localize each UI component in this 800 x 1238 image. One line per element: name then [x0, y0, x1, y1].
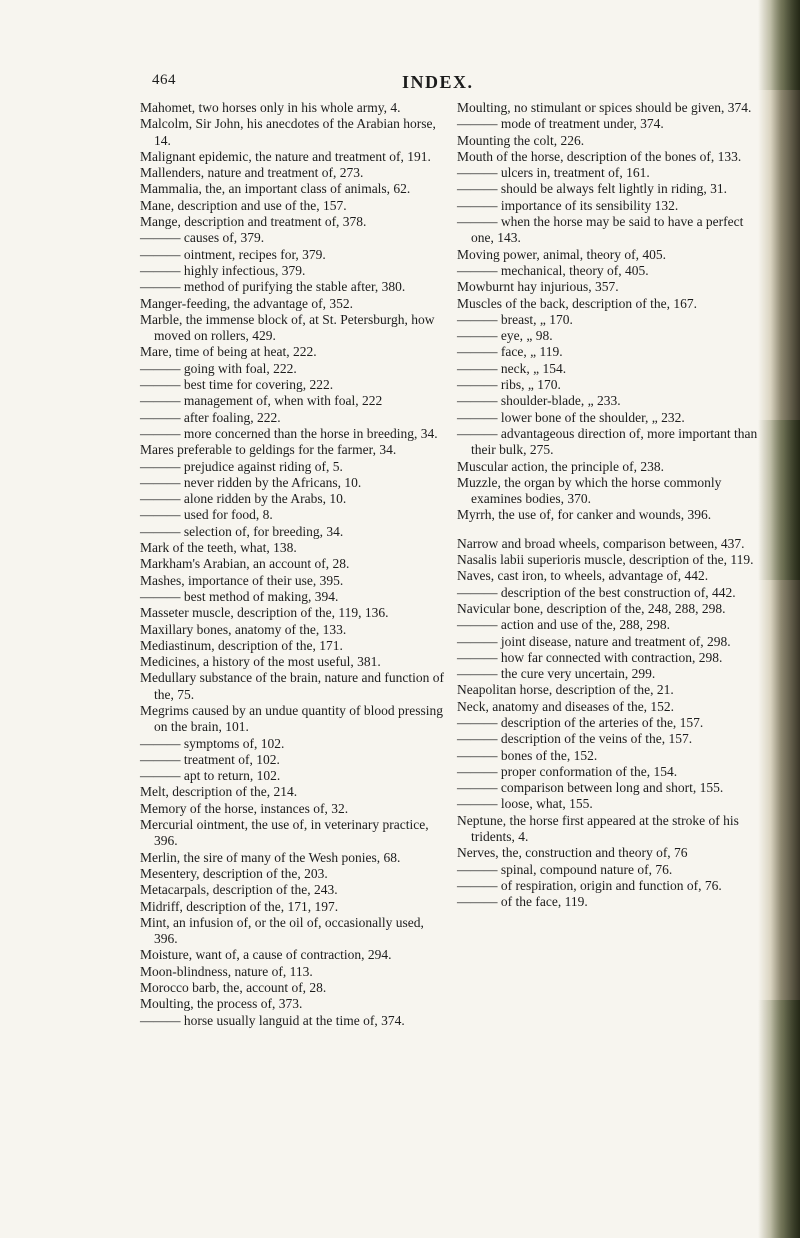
index-entry: ——— after foaling, 222.	[140, 409, 281, 425]
index-entry: Nasalis labii superioris muscle, description of the, 119.	[457, 552, 754, 568]
index-entry: Melt, description of the, 214.	[140, 784, 298, 800]
index-entry: Merlin, the sire of many of the Wesh ponies, 68.	[140, 849, 401, 865]
index-entry: ——— ointment, recipes for, 379.	[140, 246, 326, 262]
index-entry: ——— of the face, 119.	[457, 894, 588, 910]
index-entry: Mediastinum, description of the, 171.	[140, 637, 343, 653]
index-entry: Malignant epidemic, the nature and treatment of, 191.	[140, 148, 431, 164]
index-entry: ——— comparison between long and short, 155.	[457, 780, 724, 796]
index-entry: ——— treatment of, 102.	[140, 751, 280, 767]
index-entry: Mare, time of being at heat, 222.	[140, 344, 317, 360]
index-entry: ——— proper conformation of the, 154.	[457, 763, 678, 779]
page-edge-stain	[758, 0, 800, 90]
index-entry: Muzzle, the organ by which the horse commonly examines bodies, 370.	[457, 474, 722, 507]
index-entry: Mint, an infusion of, or the oil of, occasionally used, 396.	[140, 914, 424, 947]
index-entry: Mounting the colt, 226.	[457, 132, 585, 148]
index-entry: ——— spinal, compound nature of, 76.	[457, 861, 673, 877]
index-entry: ——— best time for covering, 222.	[140, 377, 334, 393]
index-entry: ——— should be always felt lightly in riding, 31.	[457, 181, 727, 197]
index-entry: Markham's Arabian, an account of, 28.	[140, 556, 350, 572]
index-entry: ——— mode of treatment under, 374.	[457, 116, 664, 132]
index-entry: Mouth of the horse, description of the bones of, 133.	[457, 148, 742, 164]
index-entry: ——— highly infectious, 379.	[140, 262, 306, 278]
index-entry: ——— management of, when with foal, 222	[140, 393, 383, 409]
index-entry: ——— ribs, „ 170.	[457, 377, 561, 393]
index-entry: Mammalia, the, an important class of animals, 62.	[140, 181, 411, 197]
index-entry: Mark of the teeth, what, 138.	[140, 540, 297, 556]
index-entry: ——— method of purifying the stable after, 380.	[140, 279, 406, 295]
index-entry: ——— horse usually languid at the time of, 374.	[140, 1012, 405, 1028]
index-entry: ——— eye, „ 98.	[457, 328, 553, 344]
index-entry: ——— alone ridden by the Arabs, 10.	[140, 491, 347, 507]
index-entry: Mowburnt hay injurious, 357.	[457, 279, 619, 295]
index-entry: Megrims caused by an undue quantity of blood pressing on the brain, 101.	[140, 702, 443, 735]
index-entry: ——— advantageous direction of, more important than their bulk, 275.	[457, 425, 758, 458]
index-entry: Mashes, importance of their use, 395.	[140, 572, 344, 588]
index-entry: Manger-feeding, the advantage of, 352.	[140, 295, 354, 311]
index-entry: ——— lower bone of the shoulder, „ 232.	[457, 409, 685, 425]
index-entry: ——— shoulder-blade, „ 233.	[457, 393, 621, 409]
index-entry: Medicines, a history of the most useful, 381.	[140, 654, 381, 670]
index-entry: ——— symptoms of, 102.	[140, 735, 285, 751]
index-entry: Muscles of the back, description of the, 167.	[457, 295, 697, 311]
index-entry: Mares preferable to geldings for the farmer, 34.	[140, 442, 397, 458]
page-edge-stain	[758, 420, 800, 580]
index-entry: ——— description of the veins of the, 157.	[457, 731, 693, 747]
index-entry: Moulting, the process of, 373.	[140, 996, 303, 1012]
page-number: 464	[152, 72, 176, 88]
index-entry: Mange, description and treatment of, 378.	[140, 214, 367, 230]
index-entry: Moulting, no stimulant or spices should be given, 374.	[457, 100, 752, 115]
index-entry: Naves, cast iron, to wheels, advantage of, 442.	[457, 568, 709, 584]
index-entry: ——— prejudice against riding of, 5.	[140, 458, 343, 474]
index-entry: ——— going with foal, 222.	[140, 360, 297, 376]
index-entry: ——— how far connected with contraction, 298.	[457, 649, 723, 665]
index-entry: ——— when the horse may be said to have a perfect one, 143.	[457, 214, 744, 246]
index-column-right	[457, 100, 762, 911]
page-header	[152, 72, 712, 92]
running-title: INDEX.	[402, 72, 474, 92]
index-entry: Morocco barb, the, account of, 28.	[140, 980, 327, 996]
index-entry: Neapolitan horse, description of the, 21.	[457, 682, 674, 698]
index-entry: ——— joint disease, nature and treatment of, 298.	[457, 633, 731, 649]
index-entry: ——— apt to return, 102.	[140, 768, 281, 784]
index-entry: Mallenders, nature and treatment of, 273.	[140, 165, 364, 181]
index-entry: Moon-blindness, nature of, 113.	[140, 963, 313, 979]
index-entry: Myrrh, the use of, for canker and wounds, 396.	[457, 507, 712, 523]
index-entry: ——— action and use of the, 288, 298.	[457, 617, 670, 633]
index-entry: ——— mechanical, theory of, 405.	[457, 262, 649, 278]
index-entry: ——— selection of, for breeding, 34.	[140, 523, 344, 539]
index-entry: Mercurial ointment, the use of, in veterinary practice, 396.	[140, 817, 429, 849]
index-entry: ——— of respiration, origin and function of, 76.	[457, 877, 722, 893]
index-entry: ——— ulcers in, treatment of, 161.	[457, 165, 650, 181]
index-column-left	[140, 100, 445, 1029]
index-entry: Masseter muscle, description of the, 119, 136.	[140, 605, 389, 621]
index-entry: Mane, description and use of the, 157.	[140, 197, 347, 213]
index-entry: Marble, the immense block of, at St. Petersburgh, how moved on rollers, 429.	[140, 311, 435, 344]
index-entry: Nerves, the, construction and theory of, 76	[457, 845, 688, 861]
index-entry: Mahomet, two horses only in his whole army, 4.	[140, 100, 401, 115]
index-entry: Moisture, want of, a cause of contraction, 294.	[140, 947, 392, 963]
index-entry: ——— best method of making, 394.	[140, 588, 339, 604]
index-entry: ——— description of the arteries of the, 157.	[457, 714, 704, 730]
index-entry: ——— description of the best construction of, 442.	[457, 584, 736, 600]
index-entry: ——— importance of its sensibility 132.	[457, 197, 679, 213]
index-entry: ——— loose, what, 155.	[457, 796, 593, 812]
index-entry: Mesentery, description of the, 203.	[140, 865, 328, 881]
index-entry: ——— breast, „ 170.	[457, 311, 573, 327]
index-entry: Moving power, animal, theory of, 405.	[457, 246, 667, 262]
index-entry: ——— used for food, 8.	[140, 507, 273, 523]
index-entry: Narrow and broad wheels, comparison between, 437.	[457, 535, 745, 551]
index-entry: ——— never ridden by the Africans, 10.	[140, 474, 362, 490]
index-entry: Navicular bone, description of the, 248, 288, 298.	[457, 600, 726, 616]
index-entry: Neck, anatomy and diseases of the, 152.	[457, 698, 675, 714]
index-entry: Maxillary bones, anatomy of the, 133.	[140, 621, 347, 637]
index-entry: ——— causes of, 379.	[140, 230, 265, 246]
index-entry: ——— neck, „ 154.	[457, 360, 567, 376]
index-entry: Memory of the horse, instances of, 32.	[140, 800, 349, 816]
index-entry: ——— face, „ 119.	[457, 344, 563, 360]
index-entry: Medullary substance of the brain, nature and function of the, 75.	[140, 670, 445, 702]
index-entry: Malcolm, Sir John, his anecdotes of the Arabian horse, 14.	[140, 116, 436, 148]
index-entry: Metacarpals, description of the, 243.	[140, 882, 338, 898]
index-entry: ——— the cure very uncertain, 299.	[457, 666, 656, 682]
index-entry: Muscular action, the principle of, 238.	[457, 458, 664, 474]
index-entry: ——— more concerned than the horse in breeding, 34.	[140, 425, 438, 441]
page-edge-stain	[758, 1000, 800, 1238]
index-entry: Neptune, the horse first appeared at the stroke of his tridents, 4.	[457, 812, 739, 845]
index-entry: Midriff, description of the, 171, 197.	[140, 898, 339, 914]
index-entry: ——— bones of the, 152.	[457, 747, 598, 763]
